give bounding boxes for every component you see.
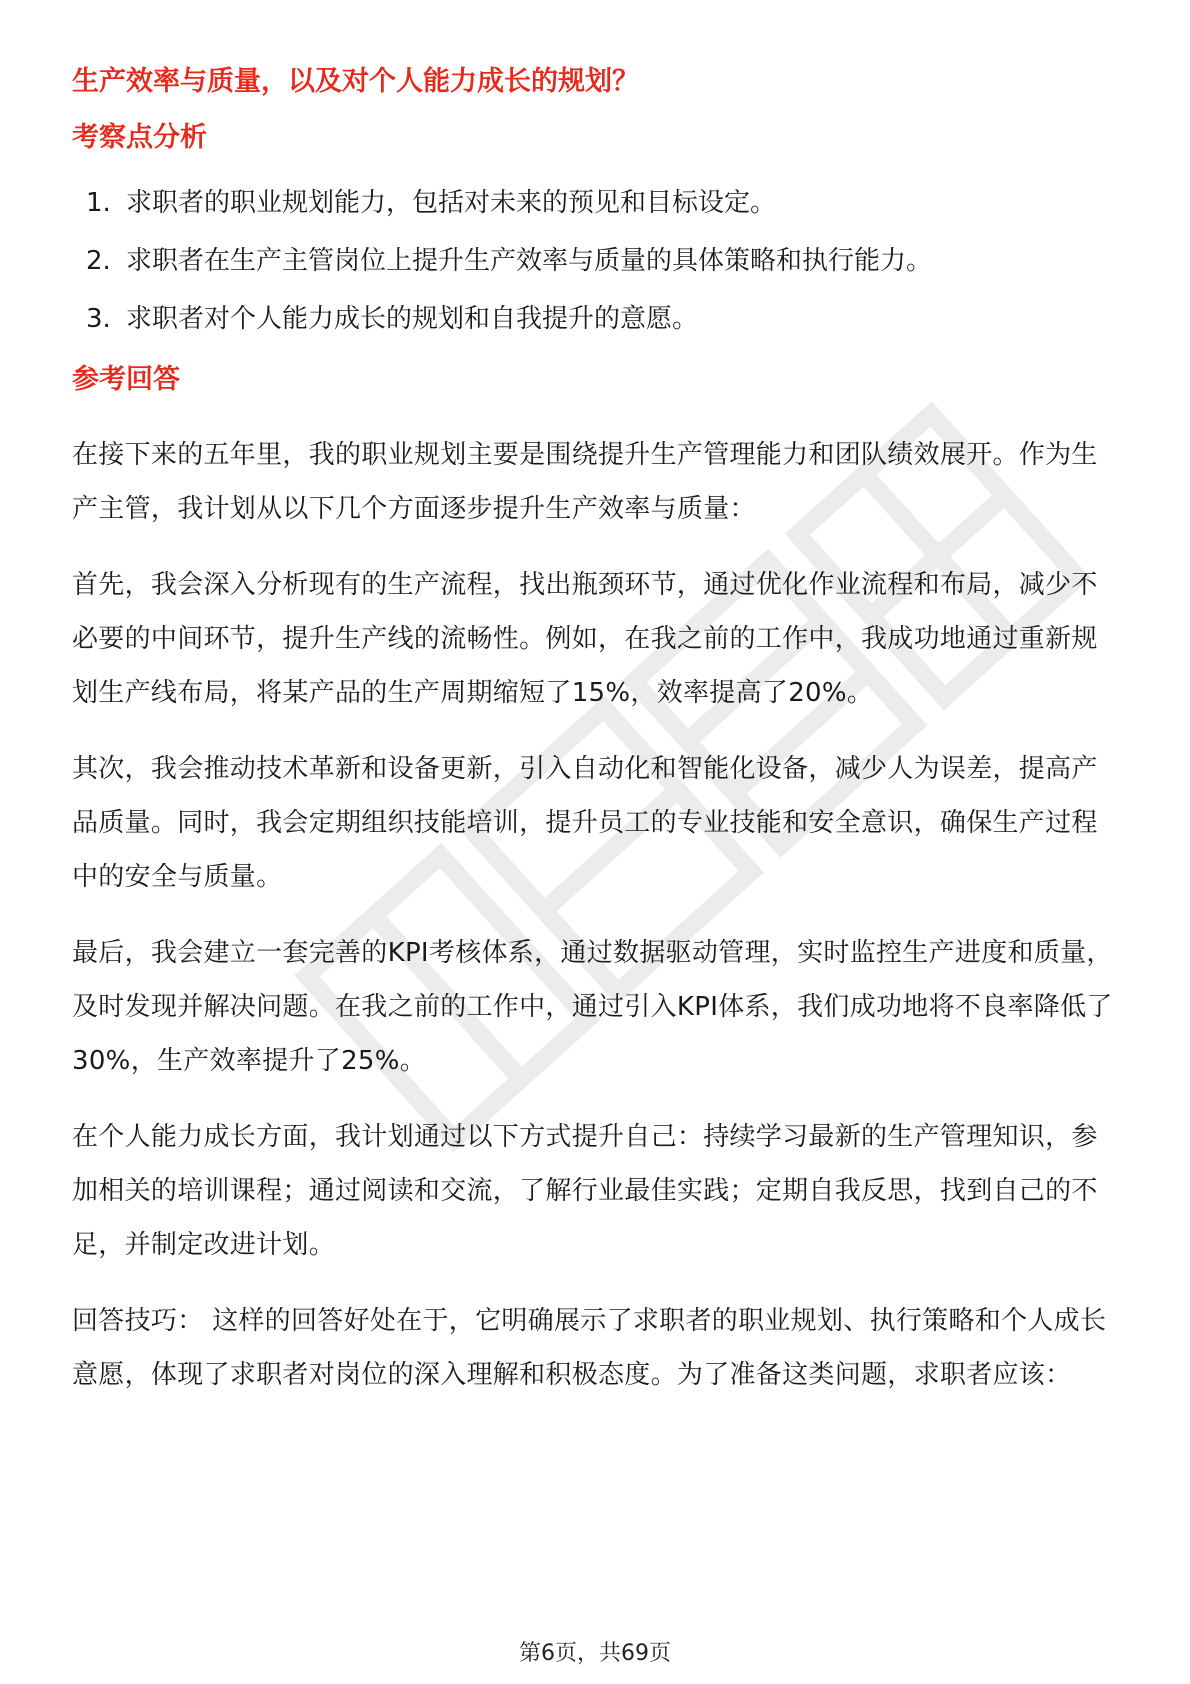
list-item — [72, 242, 1122, 280]
list-item-text: 求职者的职业规划能力，包括对未来的预见和目标设定。 — [126, 188, 777, 218]
answer-paragraph: 首先，我会深入分析现有的生产流程，找出瓶颈环节，通过优化作业流程和布局，减少不必要的中间环节，提升生产线的流畅性。例如，在我之前的工作中，我成功地通过重新规划生产线布局，将某产品的生产周期缩短了15%，效率提高了20%。 — [72, 570, 1098, 708]
list-item-number: 2. — [86, 246, 111, 276]
question-title: 生产效率与质量，以及对个人能力成长的规划？ — [72, 66, 639, 97]
list-item-number: 3. — [86, 304, 111, 334]
page-footer: 第6页，共69页 — [519, 1641, 671, 1666]
document-page — [72, 50, 1122, 1402]
list-item-number: 1. — [86, 188, 111, 218]
analysis-heading: 考察点分析 — [72, 122, 207, 153]
list-item — [72, 300, 1122, 338]
answer-heading: 参考回答 — [72, 364, 180, 395]
answer-paragraph: 在个人能力成长方面，我计划通过以下方式提升自己：持续学习最新的生产管理知识，参加相关的培训课程；通过阅读和交流，了解行业最佳实践；定期自我反思，找到自己的不足，并制定改进计划。 — [72, 1122, 1098, 1260]
answer-paragraph: 在接下来的五年里，我的职业规划主要是围绕提升生产管理能力和团队绩效展开。作为生产主管，我计划从以下几个方面逐步提升生产效率与质量： — [72, 440, 1098, 524]
answer-tips-paragraph: 回答技巧： 这样的回答好处在于，它明确展示了求职者的职业规划、执行策略和个人成长意愿，体现了求职者对岗位的深入理解和积极态度。为了准备这类问题，求职者应该： — [72, 1306, 1107, 1390]
list-item-text: 求职者在生产主管岗位上提升生产效率与质量的具体策略和执行能力。 — [126, 246, 933, 276]
answer-paragraph: 其次，我会推动技术革新和设备更新，引入自动化和智能化设备，减少人为误差，提高产品质量。同时，我会定期组织技能培训，提升员工的专业技能和安全意识，确保生产过程中的安全与质量。 — [72, 754, 1098, 892]
analysis-points-list — [72, 184, 1122, 338]
answer-paragraph: 最后，我会建立一套完善的KPI考核体系，通过数据驱动管理，实时监控生产进度和质量，及时发现并解决问题。在我之前的工作中，通过引入KPI体系，我们成功地将不良率降低了30%，生产效率提升了25%。 — [72, 938, 1113, 1076]
list-item-text: 求职者对个人能力成长的规划和自我提升的意愿。 — [126, 304, 699, 334]
list-item — [72, 184, 1122, 222]
